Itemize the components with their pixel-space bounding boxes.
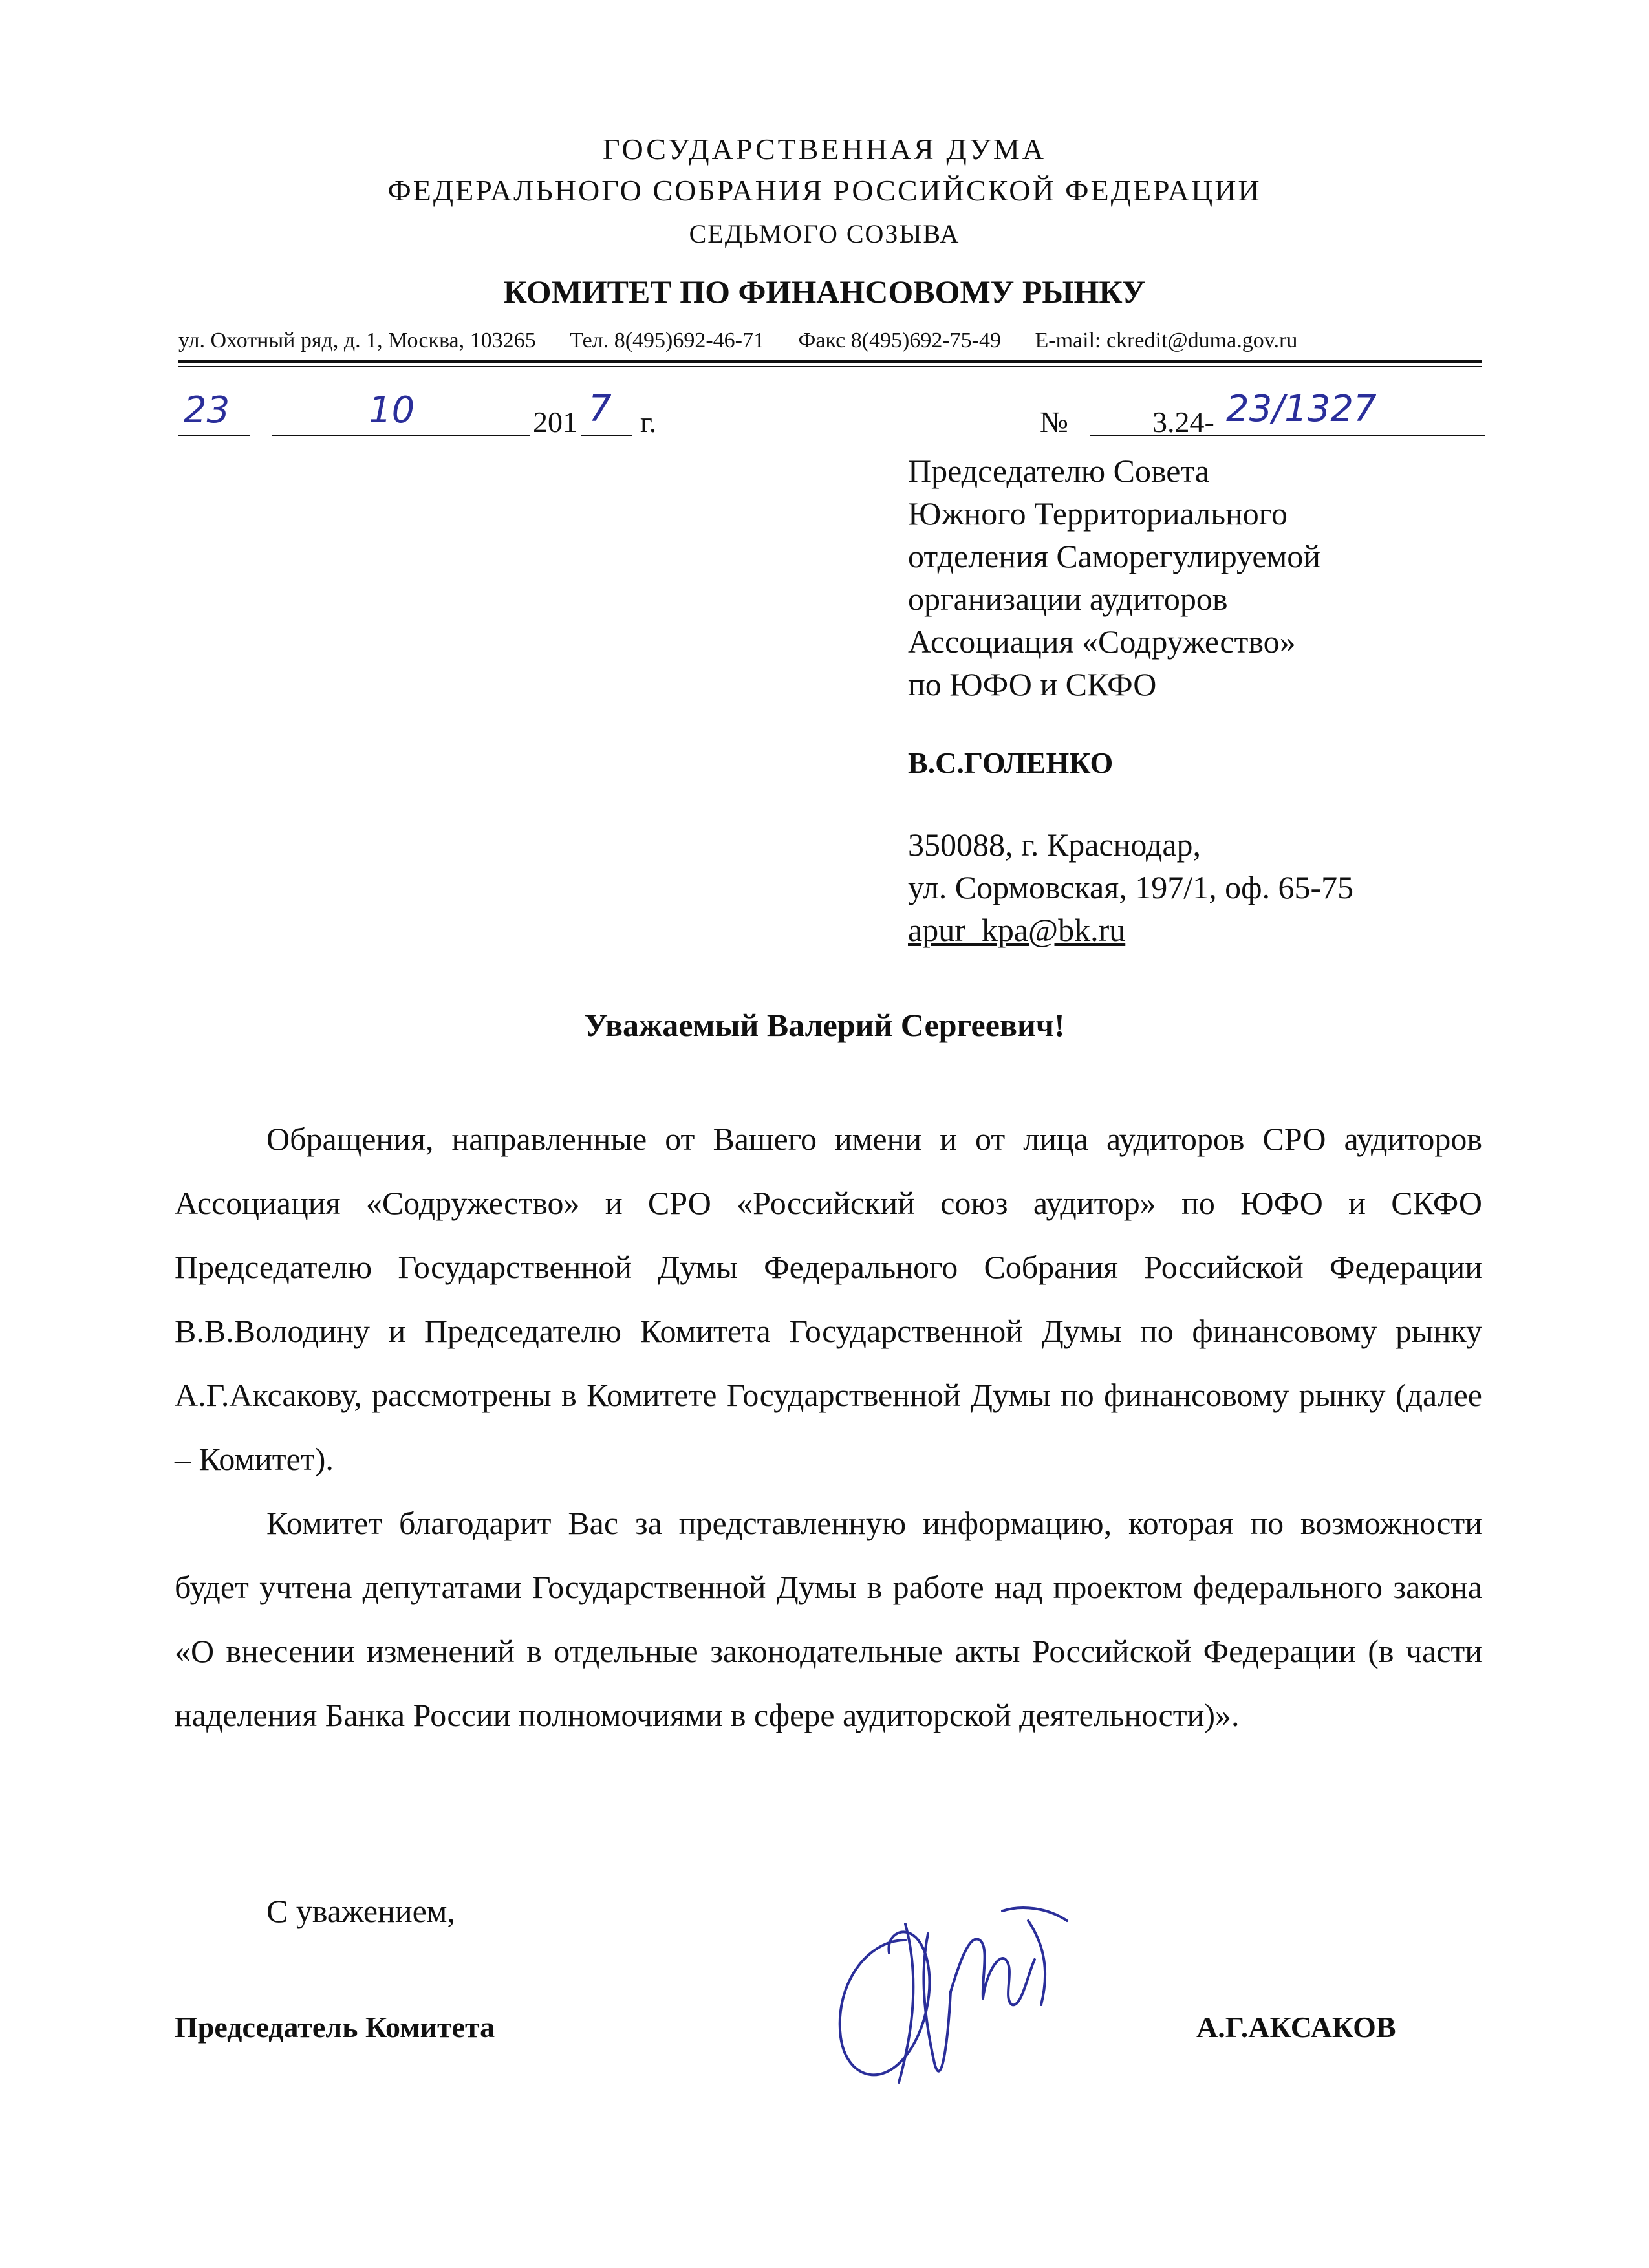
recipient-line5: Ассоциация «Содружество» [908, 623, 1296, 660]
signatory-name: А.Г.АКСАКОВ [1196, 2011, 1396, 2044]
doc-number-field [1090, 388, 1485, 440]
recipient-line6: по ЮФО и СКФО [908, 666, 1157, 702]
doc-number-handwritten: 23/1327 [1226, 388, 1377, 430]
date-month-field [272, 389, 530, 440]
doc-number-label: № [1040, 405, 1068, 438]
doc-number-underline [1090, 435, 1485, 436]
doc-number-prefix: 3.24- [1152, 405, 1214, 438]
letterhead-email: E-mail: ckredit@duma.gov.ru [1035, 329, 1298, 352]
recipient-name: В.С.ГОЛЕНКО [908, 746, 1114, 779]
signature-image [808, 1895, 1106, 2108]
date-day-field [178, 389, 250, 440]
date-year-prefix: 201 [533, 405, 577, 438]
letterhead-fax: Факс 8(495)692-75-49 [798, 329, 1001, 352]
date-year-field [581, 388, 632, 440]
letter-body [175, 1107, 1482, 1747]
recipient-line3: отделения Саморегулируемой [908, 538, 1320, 574]
recipient-email-link[interactable]: apur_kpa@bk.ru [908, 912, 1126, 948]
date-year-underline [581, 435, 632, 436]
date-month-underline [272, 435, 530, 436]
org-name-line1: ГОСУДАРСТВЕННАЯ ДУМА [603, 133, 1046, 166]
committee-title: КОМИТЕТ ПО ФИНАНСОВОМУ РЫНКУ [503, 274, 1146, 310]
signatory-position: Председатель Комитета [175, 2011, 495, 2044]
letterhead-rule-thick [178, 360, 1482, 363]
letterhead-phone: Тел. 8(495)692-46-71 [570, 329, 764, 352]
date-day-underline [178, 435, 250, 436]
letterhead-rule-thin [178, 366, 1482, 367]
recipient-line2: Южного Территориального [908, 495, 1288, 532]
salutation: Уважаемый Валерий Сергеевич! [584, 1007, 1065, 1043]
recipient-address-line2: ул. Сормовская, 197/1, оф. 65-75 [908, 869, 1354, 905]
recipient-line1: Председателю Совета [908, 453, 1210, 489]
body-paragraph-1: Обращения, направленные от Вашего имени и от лица аудиторов СРО аудиторов Ассоциация «Содружество» и СРО «Российский союз аудитор» по ЮФО и СКФО Председателю Государственной Думы Федерального Собрания Российской Федерации В.В.Володину и Председателю Комитета Государственной Думы по финансовому рынку А.Г.Аксакову, рассмотрены в Комитете Государственной Думы по финансовому рынку (далее – Комитет). [175, 1121, 1482, 1477]
closing-phrase: С уважением, [266, 1893, 455, 1929]
org-name-line2: ФЕДЕРАЛЬНОГО СОБРАНИЯ РОССИЙСКОЙ ФЕДЕРАЦИИ [387, 174, 1262, 207]
date-month-handwritten: 10 [369, 389, 415, 431]
letterhead-contacts [178, 329, 1297, 353]
date-year-handwritten: 7 [588, 388, 612, 430]
body-paragraph-2: Комитет благодарит Вас за представленную информацию, которая по возможности будет учтена депутатами Государственной Думы в работе над проектом федерального закона «О внесении изменений в отдельные законодательные акты Российской Федерации (в части наделения Банка России полномочиями в сфере аудиторской деятельности)». [175, 1505, 1482, 1733]
date-day-handwritten: 23 [184, 389, 230, 431]
letterhead-address: ул. Охотный ряд, д. 1, Москва, 103265 [178, 329, 536, 352]
date-suffix: г. [640, 405, 657, 438]
org-convocation: СЕДЬМОГО СОЗЫВА [689, 219, 960, 248]
recipient-address-line1: 350088, г. Краснодар, [908, 826, 1202, 863]
recipient-line4: организации аудиторов [908, 581, 1228, 617]
